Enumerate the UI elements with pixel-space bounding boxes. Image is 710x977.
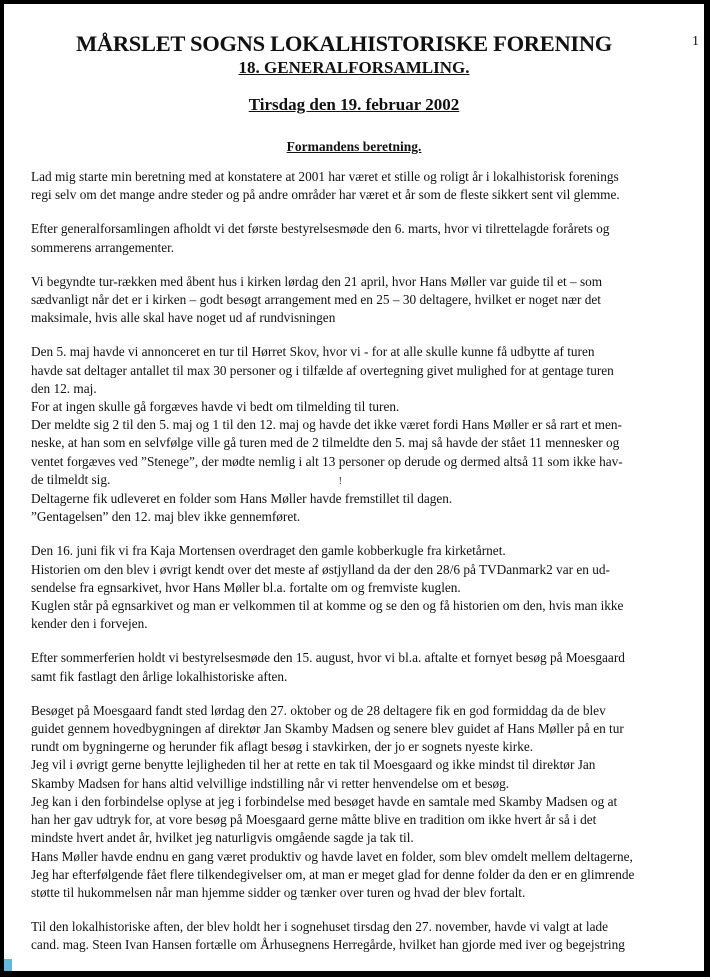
text-line <box>31 649 686 667</box>
text-line <box>31 239 686 257</box>
text-line-content: Jeg vil i øvrigt gerne benytte lejligheden til her at rette en tak til Moesgaard og ikke mindst til direktør Jan <box>31 757 596 773</box>
paragraph <box>31 542 691 633</box>
text-line-content: de tilmeldt sig. <box>31 471 111 487</box>
text-line-content: havde sat deltager antallet til max 30 personer og i tilfælde af overtegning givet mulighed for at gentage turen <box>31 362 614 378</box>
text-line <box>31 775 686 793</box>
stray-mark: ! <box>338 474 343 487</box>
text-line-content: sendelse fra egnsarkivet, hvor Hans Møller bl.a. fortalte om og fremviste kuglen. <box>31 579 461 595</box>
text-line <box>31 866 686 884</box>
text-line <box>31 597 686 615</box>
text-line-content: han her gav udtryk for, at vore besøg på Moesgaard gerne måtte blive en tradition om ikke hvert år så i det <box>31 812 597 828</box>
text-line-content: rundt om bygningerne og herunder fik aflagt besøg i stavkirken, der jo er sognets nyeste kirke. <box>31 739 534 755</box>
text-line <box>31 668 686 686</box>
paragraph <box>31 273 691 328</box>
text-line <box>31 738 686 756</box>
report-body <box>31 168 691 971</box>
text-line <box>31 936 686 954</box>
text-line-content: støtte til hukommelsen når man hjemme sidder og tænker over turen og hvad der blev fortalt. <box>31 884 526 900</box>
text-line <box>31 829 686 847</box>
text-line-content: samt fik fastlagt den årlige lokalhistoriske aften. <box>31 668 288 684</box>
text-line <box>31 561 686 579</box>
paragraph <box>31 918 691 954</box>
text-line-content: Jeg har efterfølgende fået flere tilkendegivelser om, at man er meget glad for denne folder da den er en glimrende <box>31 866 635 882</box>
text-line-content: Til den lokalhistoriske aften, der blev holdt her i sognehuset tirsdag den 27. november, havde vi valgt at lade <box>31 919 609 935</box>
text-line-content: Jeg kan i den forbindelse oplyse at jeg i forbindelse med besøget havde en samtale med Skamby Madsen og at <box>31 793 618 809</box>
text-line-content: Historien om den blev i øvrigt kendt over det meste af østjylland da der den 28/6 på TVDanmark2 var en ud- <box>31 561 610 577</box>
text-line-content: sædvanligt når det er i kirken – godt besøgt arrangement med en 25 – 30 deltagere, hvilket er noget nær det <box>31 292 601 308</box>
text-line-content: den 12. maj. <box>31 380 97 396</box>
text-line <box>31 471 686 490</box>
paragraph <box>31 649 691 685</box>
text-line <box>31 848 686 866</box>
text-line <box>31 490 686 508</box>
text-line <box>31 380 686 398</box>
meeting-date: Tirsdag den 19. februar 2002 <box>248 95 460 114</box>
text-line <box>31 343 686 361</box>
text-line-content: Efter generalforsamlingen afholdt vi det første bestyrelsesmøde den 6. marts, hvor vi tilrettelagde forårets og <box>31 221 610 237</box>
text-line <box>31 702 686 720</box>
text-line-content: maksimale, hvis alle skal have noget ud af rundvisningen <box>31 310 336 326</box>
text-line-content: Deltagerne fik udleveret en folder som Hans Møller havde fremstillet til dagen. <box>31 491 453 507</box>
text-line <box>31 186 686 204</box>
page-number: 1 <box>692 34 699 49</box>
text-line <box>31 615 686 633</box>
text-line <box>31 416 686 434</box>
text-line-content: mindste hvert andet år, hvilket jeg naturligvis omgående sagde ja tak til. <box>31 830 414 846</box>
text-line <box>31 453 686 471</box>
text-line-content: Der meldte sig 2 til den 5. maj og 1 til den 12. maj og havde det ikke været fordi Hans Møller er så rart et men- <box>31 417 622 433</box>
text-line-content: Den 5. maj havde vi annonceret en tur til Hørret Skov, hvor vi - for at alle skulle kunne få udbytte af turen <box>31 344 595 360</box>
paragraph <box>31 220 691 256</box>
text-line-content: sommerens arrangementer. <box>31 239 175 255</box>
text-line <box>31 508 686 526</box>
text-line <box>31 811 686 829</box>
text-line-content: neske, at han som en selvfølge ville gå turen med de 2 tilmeldte den 5. maj så havde der stået 11 mennesker og <box>31 435 620 451</box>
text-line-content: ventet forgæves ved ”Stenege”, der mødte nemlig i alt 13 personer op derude og dermed altså 11 som ikke hav- <box>31 453 623 469</box>
text-line-content: cand. mag. Steen Ivan Hansen fortælle om Århusegnens Herregårde, hvilket han gjorde med iver og begejstring <box>31 937 625 953</box>
section-heading: Formandens beretning. <box>286 139 422 154</box>
text-line-content: Den 16. juni fik vi fra Kaja Mortensen overdraget den gamle kobberkugle fra kirketårnet. <box>31 543 506 559</box>
text-line <box>31 720 686 738</box>
document-subtitle: 18. GENERALFORSAMLING. <box>238 58 470 77</box>
scan-artifact <box>4 959 12 971</box>
document-page <box>4 4 704 971</box>
text-line-content: Lad mig starte min beretning med at konstatere at 2001 har været et stille og roligt år i lokalhistorisk forenings <box>31 169 619 184</box>
text-line-content: kender den i forvejen. <box>31 616 148 632</box>
document-title: MÅRSLET SOGNS LOKALHISTORISKE FORENING <box>75 31 613 56</box>
text-line <box>31 291 686 309</box>
text-line-content: regi selv om det mange andre steder og på andre områder har været et år som de fleste sikkert sent vil glemme. <box>31 187 620 203</box>
text-line <box>31 362 686 380</box>
text-line <box>31 309 686 327</box>
paragraph <box>31 702 691 902</box>
text-line <box>31 793 686 811</box>
text-line <box>31 579 686 597</box>
text-line-content: Hans Møller havde endnu en gang været produktiv og havde lavet en folder, som blev omdelt mellem deltagerne, <box>31 848 633 864</box>
text-line-content: Besøget på Moesgaard fandt sted lørdag den 27. oktober og de 28 deltagere fik en god formiddag da de blev <box>31 702 606 718</box>
text-line-content: Skamby Madsen for hans altid velvillige indstilling når vi retter henvendelse om et besøg. <box>31 775 510 791</box>
paragraph <box>31 343 691 526</box>
text-line-content: Vi begyndte tur-rækken med åbent hus i kirken lørdag den 21 april, hvor Hans Møller var guide til et – som <box>31 273 603 289</box>
text-line-content: Efter sommerferien holdt vi bestyrelsesmøde den 15. august, hvor vi bl.a. aftalte et fornyet besøg på Moesgaard <box>31 650 625 666</box>
text-line <box>31 220 686 238</box>
paragraph <box>31 168 691 204</box>
text-line-content: Kuglen står på egnsarkivet og man er velkommen til at komme og se den og få historien om den, hvis man ikke <box>31 598 624 614</box>
text-line-content: guidet gennem hovedbygningen af direktør Jan Skamby Madsen og senere blev guidet af Hans Møller på en tur <box>31 721 624 737</box>
text-line <box>31 542 686 560</box>
text-line <box>31 756 686 774</box>
text-line-content: For at ingen skulle gå forgæves havde vi bedt om tilmelding til turen. <box>31 399 400 415</box>
text-line <box>31 884 686 902</box>
text-line <box>31 168 686 186</box>
text-line <box>31 398 686 416</box>
text-line <box>31 918 686 936</box>
text-line <box>31 434 686 452</box>
text-line <box>31 273 686 291</box>
text-line-content: ”Gentagelsen” den 12. maj blev ikke gennemføret. <box>31 509 301 525</box>
